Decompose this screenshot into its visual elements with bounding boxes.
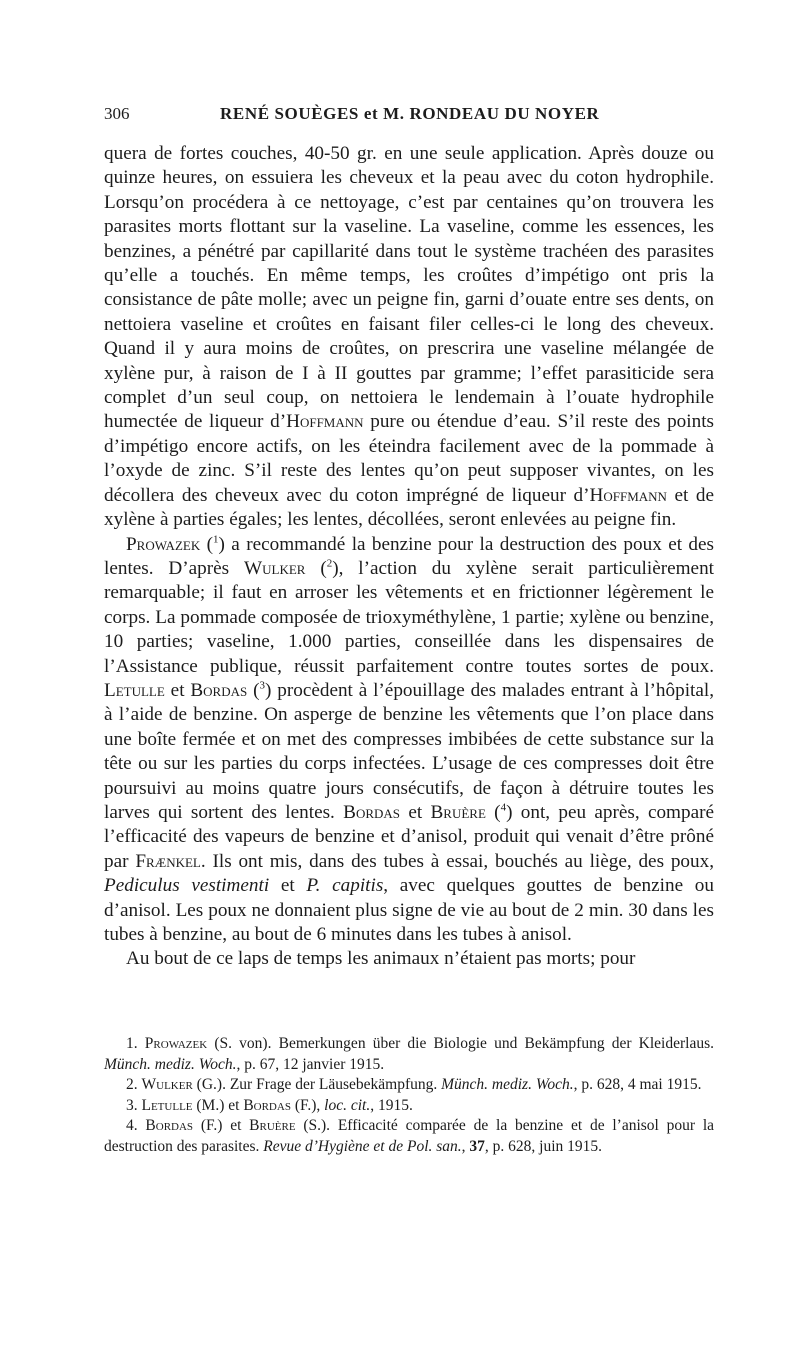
author-name: Frænkel <box>135 850 201 872</box>
text-run: , avec quelques gouttes de benzine ou d’anisol. Les poux ne donnaient plus signe de vie au bout de 2 min. 30 dans les tubes à benzine, au bout de 6 minutes dans les tubes à anisol. <box>104 875 714 945</box>
text-run: (F.), <box>290 1096 325 1114</box>
text-run: 2. <box>126 1076 142 1093</box>
footnotes <box>104 1034 714 1157</box>
text-run: et <box>164 679 191 701</box>
footnote-ref: 4 <box>500 801 507 814</box>
text-run: ) a recommandé la benzine pour la destruction des poux et des lentes. D’après <box>104 533 715 579</box>
author-name: Hoffmann <box>286 411 364 433</box>
text-run: et de xylène à parties égales; les lentes, décollées, seront enlevées au peigne fin. <box>104 484 714 531</box>
author-name: Prowazek <box>126 533 201 555</box>
text-run: quera de fortes couches, 40-50 gr. en une seule application. Après douze ou quinze heures, on essuiera les cheveux et la peau avec du coton hydrophile. Lorsqu’on procédera à ce nettoyage, c’est par centaines qu’on trouvera les parasites morts flottant sur la vaseline. La vaseline, comme les essences, les benzines, a pénétré par capillarité dans tout le système trachéen des parasites qu’elle a touchés. En même temps, les croûtes d’impétigo ont pris la consistance de pâte molle; avec un peigne fin, garni d’ouate entre ses dents, on nettoiera vaseline et croûtes en faisant filer celles-ci le long des cheveux. Quand il y aura moins de croûtes, on prescrira une vaseline mélangée de xylène pur, à raison de I à II gouttes par gramme; l’effet parasiticide sera complet d’un seul coup, on nettoiera le lendemain à l’ouate hydrophile humectée de liqueur d’ <box>104 143 714 433</box>
paragraph-3 <box>104 947 714 971</box>
text-run: ) procèdent à l’épouillage des malades entrant à l’hôpital, à l’aide de benzine. On asperge de benzine les vêtements que l’on place dans une boîte fermée et on met des compresses imbibées de cette substance sur la tête ou sur les parties du corps infectées. L’usage de ces compresses doit être poursuivi au moins quatre jours consécutifs, de façon à détruire toutes les larves qui sortent des lentes. <box>104 679 714 823</box>
running-head: RENÉ SOUÈGES et M. RONDEAU DU NOYER <box>220 104 600 123</box>
text-run: , <box>461 1137 470 1155</box>
italic-text: Pediculus vestimenti <box>104 875 270 897</box>
text-run: (S. von). Bemerkungen über die Biologie und Bekämpfung der Kleiderlaus. <box>207 1035 715 1052</box>
author-name: Wulker <box>244 557 306 579</box>
author-name: Bordas <box>190 679 248 701</box>
italic-text: P. capitis <box>306 875 384 897</box>
bold-text: 37 <box>469 1137 485 1155</box>
body-text <box>104 142 714 972</box>
italic-text: Revue d’Hygiène et de Pol. san. <box>263 1137 462 1155</box>
footnote-1 <box>104 1034 714 1075</box>
text-run: ) ont, peu après, comparé l’efficacité des vapeurs de benzine et d’anisol, produit qui venait d’être prôné par <box>104 801 714 872</box>
text-run: 1. <box>126 1035 145 1052</box>
footnote-ref: 2 <box>326 557 333 570</box>
page-header <box>104 104 714 132</box>
text-run: ), l’action du xylène serait particulièrement remarquable; il faut en arroser les vêtements et en frictionner légèrement le corps. La pommade composée de trioxyméthylène, 1 partie; xylène ou benzine, 10 parties; vaseline, 1.000 parties, conseillée dans les dispensaires de l’Assistance publique, réussit parfaitement contre toutes sortes de poux. <box>104 557 714 677</box>
author-name: Prowazek <box>144 1035 208 1052</box>
text-run: 3. <box>126 1096 142 1114</box>
footnote-3 <box>104 1096 714 1117</box>
text-run: 4. <box>126 1117 146 1134</box>
author-name: Letulle <box>104 679 165 701</box>
text-run: (G.). Zur Frage der Läusebekämpfung. <box>192 1076 442 1093</box>
italic-text: Münch. mediz. Woch. <box>104 1055 237 1073</box>
text-run: , 1915. <box>370 1096 413 1114</box>
author-name: Bruère <box>430 801 486 823</box>
text-run: pure ou étendue d’eau. S’il reste des points d’impétigo encore actifs, on les éteindra facilement avec de la pommade à l’oxyde de zinc. S’il reste des lentes qu’on peut supposer vivantes, on les décollera des cheveux avec du coton imprégné de liqueur d’ <box>104 411 715 506</box>
text-run: , p. 67, 12 janvier 1915. <box>236 1055 385 1073</box>
text-run: , p. 628, juin 1915. <box>484 1137 603 1155</box>
text-run: ( <box>485 801 501 823</box>
text-run: et <box>269 875 307 897</box>
paragraph-2 <box>104 533 714 948</box>
page-number: 306 <box>104 104 130 123</box>
author-name: Bruère <box>249 1117 296 1134</box>
text-run: ( <box>200 533 214 555</box>
text-run: (S.). Efficacité comparée de la benzine et de l’anisol pour la destruction des parasites. <box>104 1117 715 1155</box>
footnote-ref: 1 <box>213 533 219 546</box>
author-name: Bordas <box>243 1096 291 1114</box>
paragraph-1 <box>104 142 714 533</box>
footnote-4 <box>104 1116 714 1157</box>
text-run: (M.) et <box>192 1096 244 1114</box>
italic-text: Münch. mediz. Woch. <box>441 1076 574 1093</box>
author-name: Bordas <box>145 1117 194 1134</box>
author-name: Bordas <box>343 801 401 823</box>
text-run: Au bout de ce laps de temps les animaux n’étaient pas morts; pour <box>126 948 636 970</box>
text-run: ( <box>247 679 260 701</box>
text-run: ( <box>305 557 327 579</box>
italic-text: loc. cit. <box>324 1096 371 1114</box>
text-run: , p. 628, 4 mai 1915. <box>573 1076 702 1093</box>
text-run: et <box>400 801 431 823</box>
author-name: Wulker <box>141 1076 193 1093</box>
text-run: . Ils ont mis, dans des tubes à essai, bouchés au liège, des poux, <box>200 850 715 872</box>
text-run: (F.) et <box>193 1117 250 1134</box>
author-name: Hoffmann <box>589 484 667 506</box>
footnote-ref: 3 <box>259 679 265 692</box>
author-name: Letulle <box>141 1096 193 1114</box>
footnote-2 <box>104 1075 714 1096</box>
